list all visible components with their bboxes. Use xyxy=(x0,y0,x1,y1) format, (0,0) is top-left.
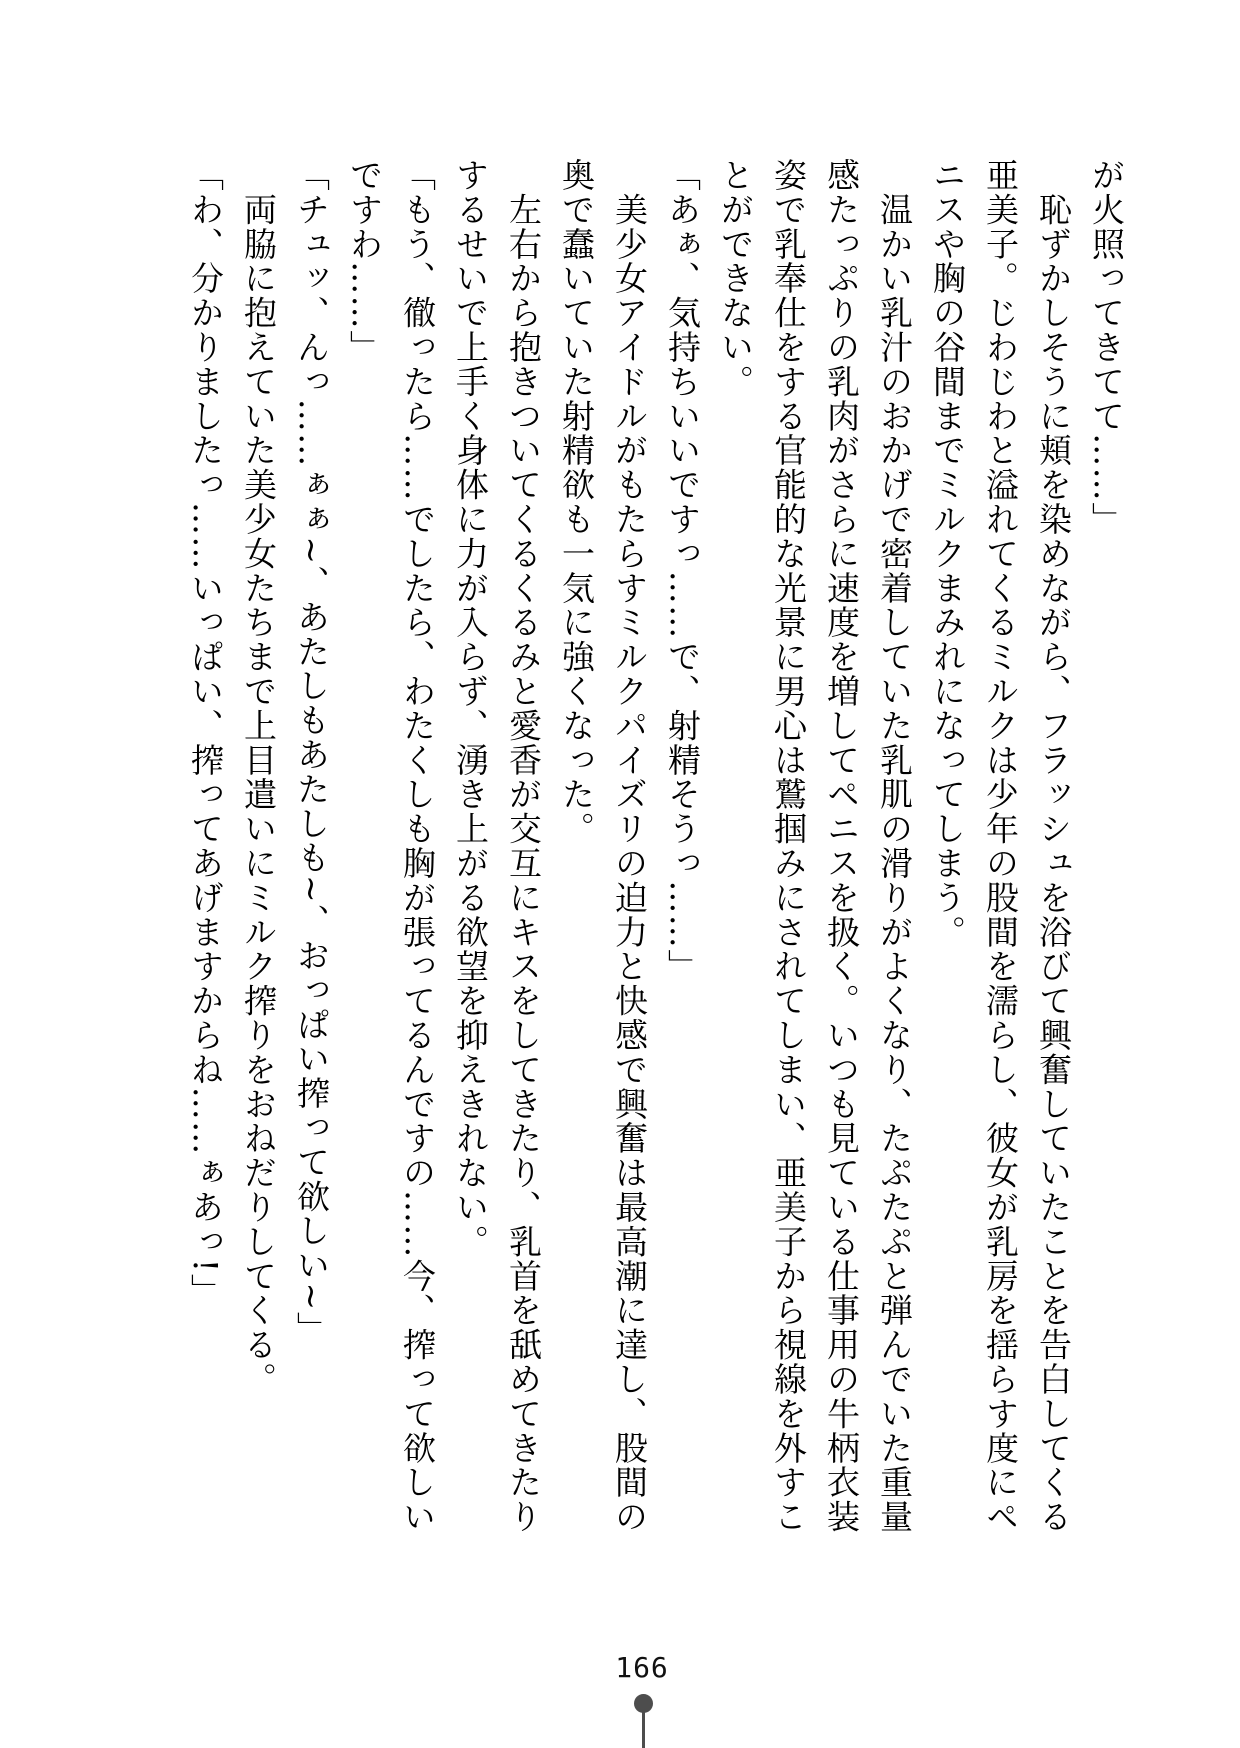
text-column: 美少女アイドルがもたらすミルクパイズリの迫力と快感で興奮は最高潮に達し、股間の xyxy=(610,158,649,1534)
text-column: 「あぁ、気持ちいいですっ……で、射精そうっ……」 xyxy=(663,158,702,984)
text-column: 恥ずかしそうに頬を染めながら、フラッシュを浴びて興奮していたことを告白してくる xyxy=(1034,158,1073,1534)
text-column: 姿で乳奉仕をする官能的な光景に男心は鷲掴みにされてしまい、亜美子から視線を外すこ xyxy=(769,158,808,1534)
text-column: が火照ってきてて……」 xyxy=(1087,158,1126,537)
text-column: ニスや胸の谷間までミルクまみれになってしまう。 xyxy=(928,158,967,950)
text-column: 温かい乳汁のおかげで密着していた乳肌の滑りがよくなり、たぷたぷと弾んでいた重量 xyxy=(875,158,914,1534)
text-column: するせいで上手く身体に力が入らず、湧き上がる欲望を抑えきれない。 xyxy=(451,158,490,1259)
text-column: 左右から抱きついてくるくるみと愛香が交互にキスをしてきたり、乳首を舐めてきたり xyxy=(504,158,543,1534)
text-column: 亜美子。じわじわと溢れてくるミルクは少年の股間を濡らし、彼女が乳房を揺らす度にペ xyxy=(981,158,1020,1534)
text-column: とができない。 xyxy=(716,158,755,399)
text-column: 「わ、分かりましたっ……いっぱい、搾ってあげますからね……ぁあっ!」 xyxy=(186,158,225,1308)
body-text xyxy=(179,158,1133,1550)
text-column: 「もう、徹ったら……でしたら、わたくしも胸が張ってるんですの……今、搾って欲しい xyxy=(398,158,437,1534)
page-number: 166 xyxy=(615,1651,669,1684)
text-column: 「チュッ、んっ……ぁぁ~、あたしもあたしも~、おっぱい搾って欲しい~」 xyxy=(292,158,331,1346)
text-column: 両脇に抱えていた美少女たちまで上目遣いにミルク搾りをおねだりしてくる。 xyxy=(239,158,278,1397)
bottom-marker-line xyxy=(642,1710,645,1748)
text-column: 感たっぷりの乳肉がさらに速度を増してペニスを扱く。いつも見ている仕事用の牛柄衣装 xyxy=(822,158,861,1534)
text-column: ですわ……」 xyxy=(345,158,384,365)
text-column: 奥で蠢いていた射精欲も一気に強くなった。 xyxy=(557,158,596,846)
